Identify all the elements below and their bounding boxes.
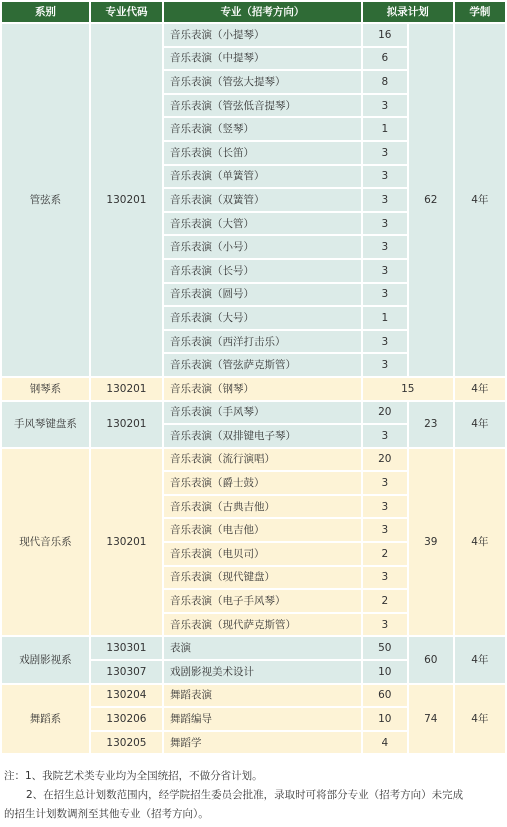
major-cell: 音乐表演（西洋打击乐） bbox=[164, 331, 361, 353]
total-cell: 23 bbox=[409, 402, 453, 447]
table-row bbox=[2, 402, 505, 424]
total-cell: 39 bbox=[409, 449, 453, 636]
code-cell: 130307 bbox=[91, 661, 162, 683]
major-cell: 音乐表演（现代萨克斯管） bbox=[164, 614, 361, 636]
code-cell: 130301 bbox=[91, 637, 162, 659]
duration-cell: 4年 bbox=[455, 24, 505, 376]
note-line-1: 注：1、我院艺术类专业均为全国统招，不做分省计划。 bbox=[4, 770, 263, 782]
count-cell: 60 bbox=[363, 685, 407, 707]
major-cell: 舞蹈表演 bbox=[164, 685, 361, 707]
count-cell: 3 bbox=[363, 166, 407, 188]
major-cell: 音乐表演（圆号） bbox=[164, 284, 361, 306]
dept-cell: 手风琴键盘系 bbox=[2, 402, 89, 447]
major-cell: 音乐表演（双排键电子琴） bbox=[164, 425, 361, 447]
header-row bbox=[2, 2, 505, 22]
count-cell: 10 bbox=[363, 708, 407, 730]
total-cell: 62 bbox=[409, 24, 453, 376]
count-cell: 10 bbox=[363, 661, 407, 683]
total-cell: 15 bbox=[363, 378, 453, 400]
duration-cell: 4年 bbox=[455, 685, 505, 754]
count-cell: 2 bbox=[363, 590, 407, 612]
dept-cell: 现代音乐系 bbox=[2, 449, 89, 636]
header-duration: 学制 bbox=[455, 2, 505, 22]
major-cell: 音乐表演（大管） bbox=[164, 213, 361, 235]
major-cell: 舞蹈编导 bbox=[164, 708, 361, 730]
count-cell: 3 bbox=[363, 284, 407, 306]
major-cell: 表演 bbox=[164, 637, 361, 659]
code-cell: 130206 bbox=[91, 708, 162, 730]
table-row bbox=[2, 449, 505, 471]
count-cell: 50 bbox=[363, 637, 407, 659]
count-cell: 3 bbox=[363, 519, 407, 541]
major-cell: 音乐表演（古典吉他） bbox=[164, 496, 361, 518]
count-cell: 16 bbox=[363, 24, 407, 46]
count-cell: 3 bbox=[363, 496, 407, 518]
count-cell: 3 bbox=[363, 142, 407, 164]
count-cell: 3 bbox=[363, 95, 407, 117]
dept-cell: 管弦系 bbox=[2, 24, 89, 376]
count-cell: 20 bbox=[363, 449, 407, 471]
major-cell: 音乐表演（管弦低音提琴） bbox=[164, 95, 361, 117]
count-cell: 2 bbox=[363, 543, 407, 565]
major-cell: 音乐表演（流行演唱） bbox=[164, 449, 361, 471]
count-cell: 3 bbox=[363, 567, 407, 589]
header-plan: 拟录计划 bbox=[363, 2, 453, 22]
count-cell: 1 bbox=[363, 307, 407, 329]
table-row bbox=[2, 685, 505, 707]
major-cell: 音乐表演（钢琴） bbox=[164, 378, 361, 400]
duration-cell: 4年 bbox=[455, 637, 505, 682]
major-cell: 音乐表演（双簧管） bbox=[164, 189, 361, 211]
duration-cell: 4年 bbox=[455, 378, 505, 400]
note-line-3: 的招生计划数调剂至其他专业（招考方向）。 bbox=[4, 808, 209, 820]
code-cell: 130201 bbox=[91, 402, 162, 447]
major-cell: 音乐表演（小号） bbox=[164, 236, 361, 258]
major-cell: 音乐表演（管弦萨克斯管） bbox=[164, 354, 361, 376]
count-cell: 8 bbox=[363, 71, 407, 93]
dept-cell: 钢琴系 bbox=[2, 378, 89, 400]
major-cell: 音乐表演（管弦大提琴） bbox=[164, 71, 361, 93]
major-cell: 音乐表演（大号） bbox=[164, 307, 361, 329]
count-cell: 3 bbox=[363, 354, 407, 376]
dept-cell: 舞蹈系 bbox=[2, 685, 89, 754]
code-cell: 130201 bbox=[91, 378, 162, 400]
count-cell: 20 bbox=[363, 402, 407, 424]
dept-cell: 戏剧影视系 bbox=[2, 637, 89, 682]
code-cell: 130205 bbox=[91, 732, 162, 754]
count-cell: 3 bbox=[363, 189, 407, 211]
major-cell: 音乐表演（小提琴） bbox=[164, 24, 361, 46]
total-cell: 60 bbox=[409, 637, 453, 682]
total-cell: 74 bbox=[409, 685, 453, 754]
count-cell: 3 bbox=[363, 236, 407, 258]
note-line-2: 2、在招生总计划数范围内，经学院招生委员会批准，录取时可将部分专业（招考方向）未完成 bbox=[26, 789, 464, 801]
major-cell: 音乐表演（手风琴） bbox=[164, 402, 361, 424]
count-cell: 3 bbox=[363, 260, 407, 282]
count-cell: 3 bbox=[363, 614, 407, 636]
table-row bbox=[2, 637, 505, 659]
code-cell: 130201 bbox=[91, 449, 162, 636]
count-cell: 6 bbox=[363, 48, 407, 70]
header-dept: 系别 bbox=[2, 2, 89, 22]
major-cell: 音乐表演（电贝司） bbox=[164, 543, 361, 565]
count-cell: 3 bbox=[363, 213, 407, 235]
header-major: 专业（招考方向） bbox=[164, 2, 361, 22]
major-cell: 音乐表演（现代键盘） bbox=[164, 567, 361, 589]
duration-cell: 4年 bbox=[455, 402, 505, 447]
major-cell: 音乐表演（中提琴） bbox=[164, 48, 361, 70]
count-cell: 1 bbox=[363, 118, 407, 140]
count-cell: 3 bbox=[363, 331, 407, 353]
major-cell: 音乐表演（爵士鼓） bbox=[164, 472, 361, 494]
notes-section bbox=[4, 767, 504, 824]
major-cell: 音乐表演（长笛） bbox=[164, 142, 361, 164]
code-cell: 130201 bbox=[91, 24, 162, 376]
count-cell: 3 bbox=[363, 425, 407, 447]
count-cell: 3 bbox=[363, 472, 407, 494]
major-cell: 音乐表演（电子手风琴） bbox=[164, 590, 361, 612]
table-row bbox=[2, 378, 505, 400]
count-cell: 4 bbox=[363, 732, 407, 754]
major-cell: 音乐表演（单簧管） bbox=[164, 166, 361, 188]
table-row bbox=[2, 24, 505, 46]
major-cell: 戏剧影视美术设计 bbox=[164, 661, 361, 683]
major-cell: 舞蹈学 bbox=[164, 732, 361, 754]
duration-cell: 4年 bbox=[455, 449, 505, 636]
code-cell: 130204 bbox=[91, 685, 162, 707]
major-cell: 音乐表演（长号） bbox=[164, 260, 361, 282]
header-code: 专业代码 bbox=[91, 2, 162, 22]
major-cell: 音乐表演（竖琴） bbox=[164, 118, 361, 140]
major-cell: 音乐表演（电吉他） bbox=[164, 519, 361, 541]
